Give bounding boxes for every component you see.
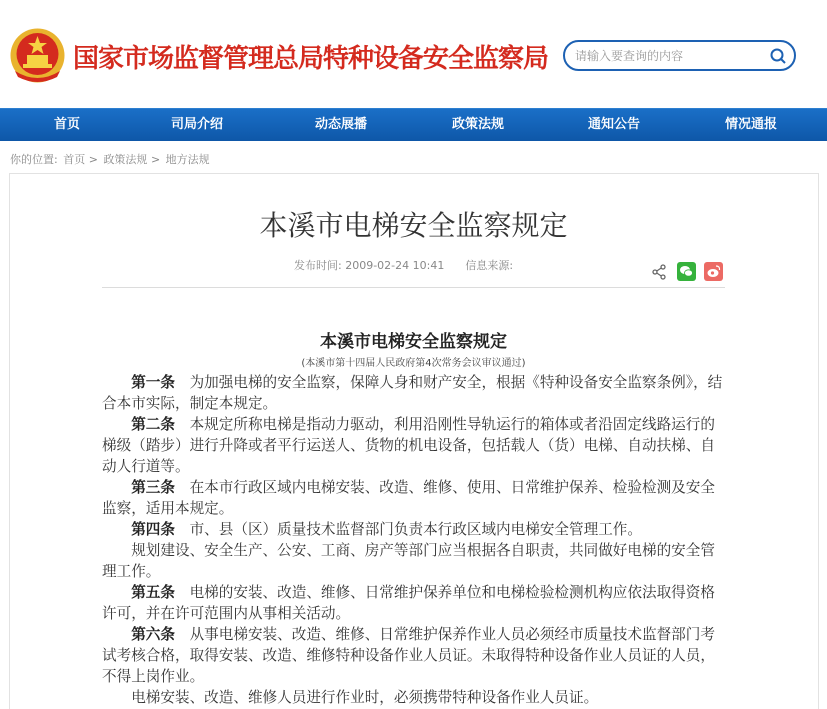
article-body [102,372,728,708]
clause-number: 第四条 [131,521,175,538]
nav-item-policy[interactable]: 政策法规 [451,117,504,132]
article-paragraph [102,414,728,477]
share-icon[interactable] [652,264,666,280]
source-label: 信息来源: [465,259,514,272]
clause-number: 第六条 [131,626,175,643]
clause-text: 从事电梯安装、改造、维修、日常维护保养作业人员必须经市质量技术监督部门考试考核合格，取得安装、改造、维修特种设备作业人员证。未取得特种设备作业人员证的人员，不得上岗作业。 [102,626,715,685]
clause-text: 规划建设、安全生产、公安、工商、房产等部门应当根据各自职责，共同做好电梯的安全管理工作。 [102,542,715,580]
article-title: 本溪市电梯安全监察规定 [259,209,568,242]
article-paragraph [102,582,728,624]
clause-text: 为加强电梯的安全监察，保障人身和财产安全，根据《特种设备安全监察条例》，结合本市实际，制定本规定。 [102,374,723,412]
search-box [563,40,796,71]
clause-text: 在本市行政区域内电梯安装、改造、维修、使用、日常维护保养、检验检测及安全监察，适用本规定。 [102,479,715,517]
nav-item-news[interactable]: 动态展播 [314,117,367,132]
clause-number: 第五条 [131,584,175,601]
wechat-icon[interactable] [677,262,696,281]
clause-text: 本规定所称电梯是指动力驱动，利用沿刚性导轨运行的箱体或者沿固定线路运行的梯级（踏步）进行升降或者平行运送人、货物的机电设备，包括载人（货）电梯、自动扶梯、自动人行道等。 [102,416,715,475]
national-emblem-icon [9,27,66,84]
clause-number: 第三条 [131,479,175,496]
breadcrumb-prefix: 你的位置: [10,153,58,166]
breadcrumb-policy[interactable]: 政策法规 [103,153,148,166]
article-paragraph [102,624,728,687]
site-title[interactable]: 国家市场监督管理总局特种设备安全监察局 [73,44,549,74]
nav-item-home[interactable]: 首页 [53,117,80,132]
publish-label: 发布时间: [294,259,342,272]
clause-number: 第一条 [131,374,175,391]
clause-text: 电梯的安装、改造、维修、日常维护保养单位和电梯检验检测机构应依法取得资格许可，并在许可范围内从事相关活动。 [102,584,715,622]
site-header [0,0,827,108]
article-meta [294,257,513,273]
article-paragraph [102,477,728,519]
nav-item-notices[interactable]: 通知公告 [587,117,640,132]
article-paragraph [102,372,728,414]
article-paragraph [102,687,728,708]
breadcrumb-home[interactable]: 首页 [63,153,86,166]
clause-text: 市、县（区）质量技术监督部门负责本行政区域内电梯安全管理工作。 [174,521,642,538]
clause-text: 电梯安装、改造、维修人员进行作业时，必须携带特种设备作业人员证。 [131,689,599,706]
clause-number: 第二条 [131,416,175,433]
search-icon[interactable] [769,47,787,65]
breadcrumb-separator: > [88,153,98,166]
publish-time: 2009-02-24 10:41 [345,259,445,272]
nav-item-bureau-intro[interactable]: 司局介绍 [170,117,223,132]
main-nav [0,108,827,141]
document-subtitle: (本溪市第十四届人民政府第4次常务会议审议通过) [301,358,526,369]
nav-item-reports[interactable]: 情况通报 [724,117,777,132]
breadcrumb-local-regulations[interactable]: 地方法规 [165,153,210,166]
meta-divider [102,287,725,288]
article-paragraph [102,519,728,540]
breadcrumb-separator: > [150,153,161,166]
search-input[interactable] [575,47,765,65]
breadcrumb [10,151,210,167]
weibo-icon[interactable] [704,262,723,281]
document-title: 本溪市电梯安全监察规定 [320,332,507,352]
article-paragraph [102,540,728,582]
